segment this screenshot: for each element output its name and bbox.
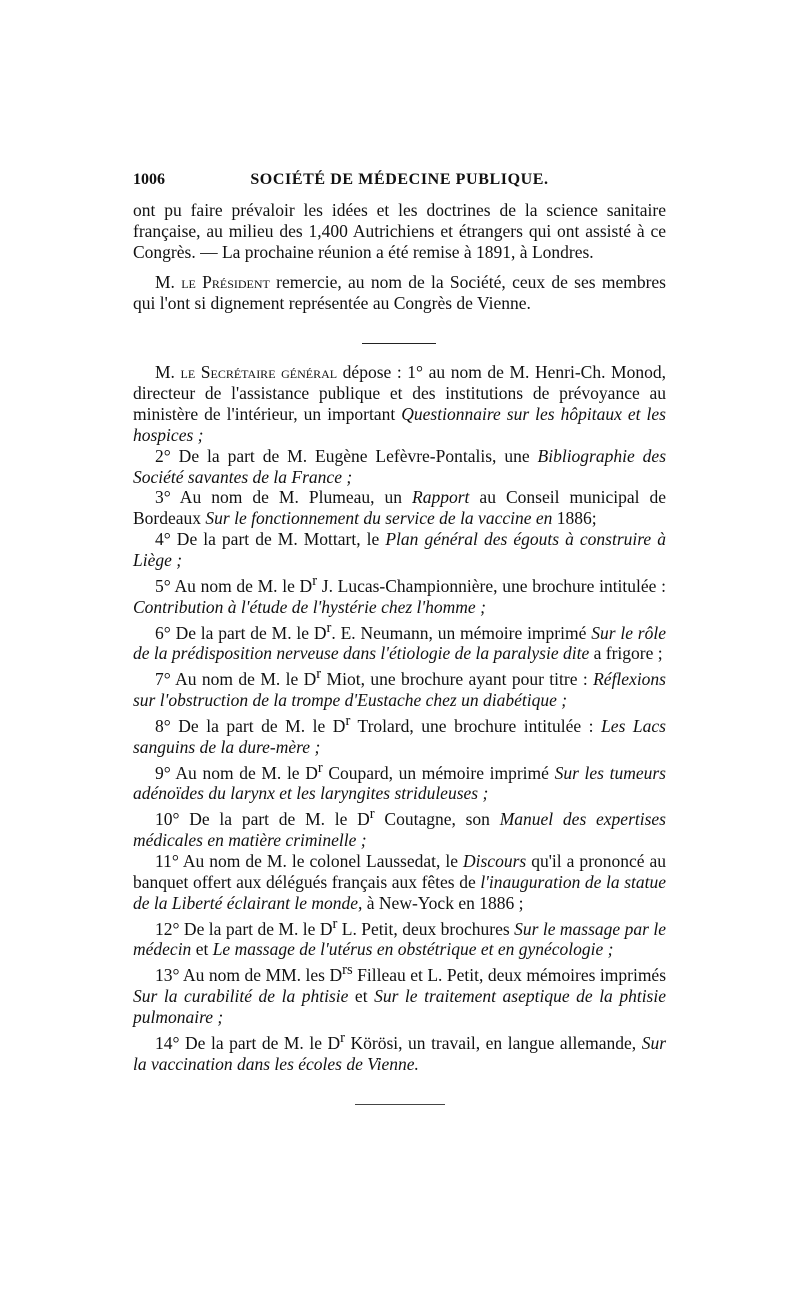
paragraph-president: M. le Président remercie, au nom de la Société, ceux de ses membres qui l'ont si dignement représentée au Congrès de Vienne. xyxy=(133,271,666,313)
running-title: SOCIÉTÉ DE MÉDECINE PUBLIQUE. xyxy=(250,171,549,188)
paragraph-congress: ont pu faire prévaloir les idées et les doctrines de la science sanitaire française, au milieu des 1,400 Autrichiens et étrangers qui ont assisté à ce Congrès. — La prochaine réunion a été remise à 1891, à Londres. xyxy=(133,200,666,262)
deposit-item-7: 7° Au nom de M. le $D^r$ Miot, une brochure ayant pour titre : Réflexions sur l'obstruction de la trompe d'Eustache chez un diabétique ; xyxy=(133,666,666,711)
page-header xyxy=(133,171,666,193)
deposit-item-6: 6° De la part de M. le $D^r$. E. Neumann, un mémoire imprimé Sur le rôle de la prédisposition nerveuse dans l'étiologie de la paralysie dite a frigore ; xyxy=(133,619,666,664)
deposit-item-12: 12° De la part de M. le $D^r$ L. Petit, deux brochures Sur le massage par le médecin et Le massage de l'utérus en obstétrique et en gynécologie ; xyxy=(133,915,667,960)
deposit-item-4: 4° De la part de M. Mottart, le Plan général des égouts à construire à Liège ; xyxy=(133,529,666,571)
deposit-item-3: 3° Au nom de M. Plumeau, un Rapport au Conseil municipal de Bordeaux Sur le fonctionnement du service de la vaccine en 1886; xyxy=(133,487,666,529)
top-block xyxy=(133,200,666,314)
page-number: 1006 xyxy=(133,171,165,188)
end-rule xyxy=(355,1104,445,1105)
deposit-item-10: 10° De la part de M. le $D^r$ Coutagne, son Manuel des expertises médicales en matière criminelle ; xyxy=(133,806,666,850)
deposits-block xyxy=(133,362,666,1074)
section-rule xyxy=(362,343,436,344)
deposit-item-11: 11° Au nom de M. le colonel Laussedat, le Discours qu'il a prononcé au banquet offert aux délégués français aux fêtes de l'inauguration de la statue de la Liberté éclairant le monde, à New-Yock en 1886 ; xyxy=(133,850,666,913)
deposit-item-2: 2° De la part de M. Eugène Lefèvre-Pontalis, une Bibliographie des Société savantes de la France ; xyxy=(133,445,667,487)
deposit-item-13: 13° Au nom de MM. les $D^{rs}$ Filleau et L. Petit, deux mémoires imprimés Sur la curabilité de la phtisie et Sur le traitement aseptique de la phtisie pulmonaire ; xyxy=(133,962,667,1027)
deposit-item-9: 9° Au nom de M. le $D^r$ Coupard, un mémoire imprimé Sur les tumeurs adénoïdes du larynx et les laryngites striduleuses ; xyxy=(133,759,666,804)
secretary-lead: M. le Secrétaire général xyxy=(155,362,338,382)
president-lead: M. le Président xyxy=(155,271,270,292)
deposit-item-5: 5° Au nom de M. le $D^r$ J. Lucas-Championnière, une brochure intitulée : Contribution à l'étude de l'hystérie chez l'homme ; xyxy=(133,573,666,617)
paragraph-secretary: M. le Secrétaire général dépose : 1° au nom de M. Henri-Ch. Monod, directeur de l'assistance publique et des institutions de prévoyance au ministère de l'intérieur, un important Questionnaire sur les hôpitaux et les hospices ; xyxy=(133,362,666,445)
deposit-item-8: 8° De la part de M. le $D^r$ Trolard, une brochure intitulée : Les Lacs sanguins de la dure-mère ; xyxy=(133,712,666,757)
deposit-item-14: 14° De la part de M. le $D^r$ Körösi, un travail, en langue allemande, Sur la vaccination dans les écoles de Vienne. xyxy=(133,1029,666,1074)
